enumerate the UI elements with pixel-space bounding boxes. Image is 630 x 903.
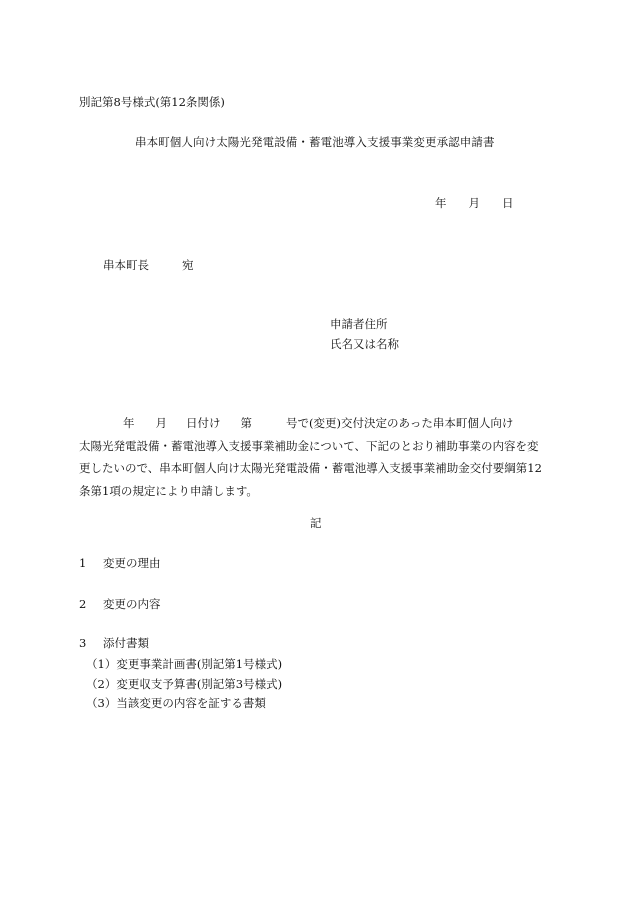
body-line-3: 更したいので、串本町個人向け太陽光発電設備・蓄電池導入支援事業補助金交付要綱第12: [79, 461, 542, 475]
body-line-2: 太陽光発電設備・蓄電池導入支援事業補助金について、下記のとおり補助事業の内容を変: [79, 438, 539, 453]
item-number: 2: [79, 597, 87, 611]
item-number: 1: [79, 556, 87, 570]
item-label: 添付書類: [103, 636, 149, 650]
item-change-reason: [79, 558, 161, 570]
body-no-prefix: 第: [240, 416, 252, 430]
applicant-address-label: 申請者住所: [330, 317, 388, 331]
body-paragraph: [79, 412, 551, 502]
attachment-item: （3）当該変更の内容を証する書類: [86, 696, 266, 710]
form-number: 別記第8号様式(第12条関係): [79, 95, 225, 109]
applicant-name-label: 氏名又は名称: [330, 337, 399, 351]
attachment-item: （1）変更事業計画書(別記第1号様式): [86, 657, 283, 671]
item-attachments: [79, 638, 149, 650]
body-line-1: [79, 412, 551, 435]
addressee-name: 串本町長: [103, 258, 149, 272]
document-title: 串本町個人向け太陽光発電設備・蓄電池導入支援事業変更承認申請書: [135, 135, 495, 149]
date-month: 月: [468, 196, 480, 210]
body-date-suffix: 日付け: [186, 416, 221, 430]
item-number: 3: [79, 636, 87, 650]
addressee: [103, 260, 194, 272]
item-label: 変更の理由: [103, 556, 161, 570]
ki-heading: 記: [310, 516, 322, 530]
item-label: 変更の内容: [103, 597, 161, 611]
body-year: 年: [123, 416, 135, 430]
body-line-1-rest: 号で(変更)交付決定のあった串本町個人向け: [286, 416, 514, 430]
body-line-4: 条第1項の規定により申請します。: [79, 483, 258, 498]
attachment-item: （2）変更収支予算書(別記第3号様式): [86, 677, 283, 691]
date-day: 日: [502, 196, 514, 210]
date-year: 年: [435, 196, 447, 210]
body-month: 月: [155, 416, 167, 430]
addressee-suffix: 宛: [182, 258, 194, 272]
item-change-content: [79, 599, 161, 611]
date-line: [435, 198, 514, 210]
